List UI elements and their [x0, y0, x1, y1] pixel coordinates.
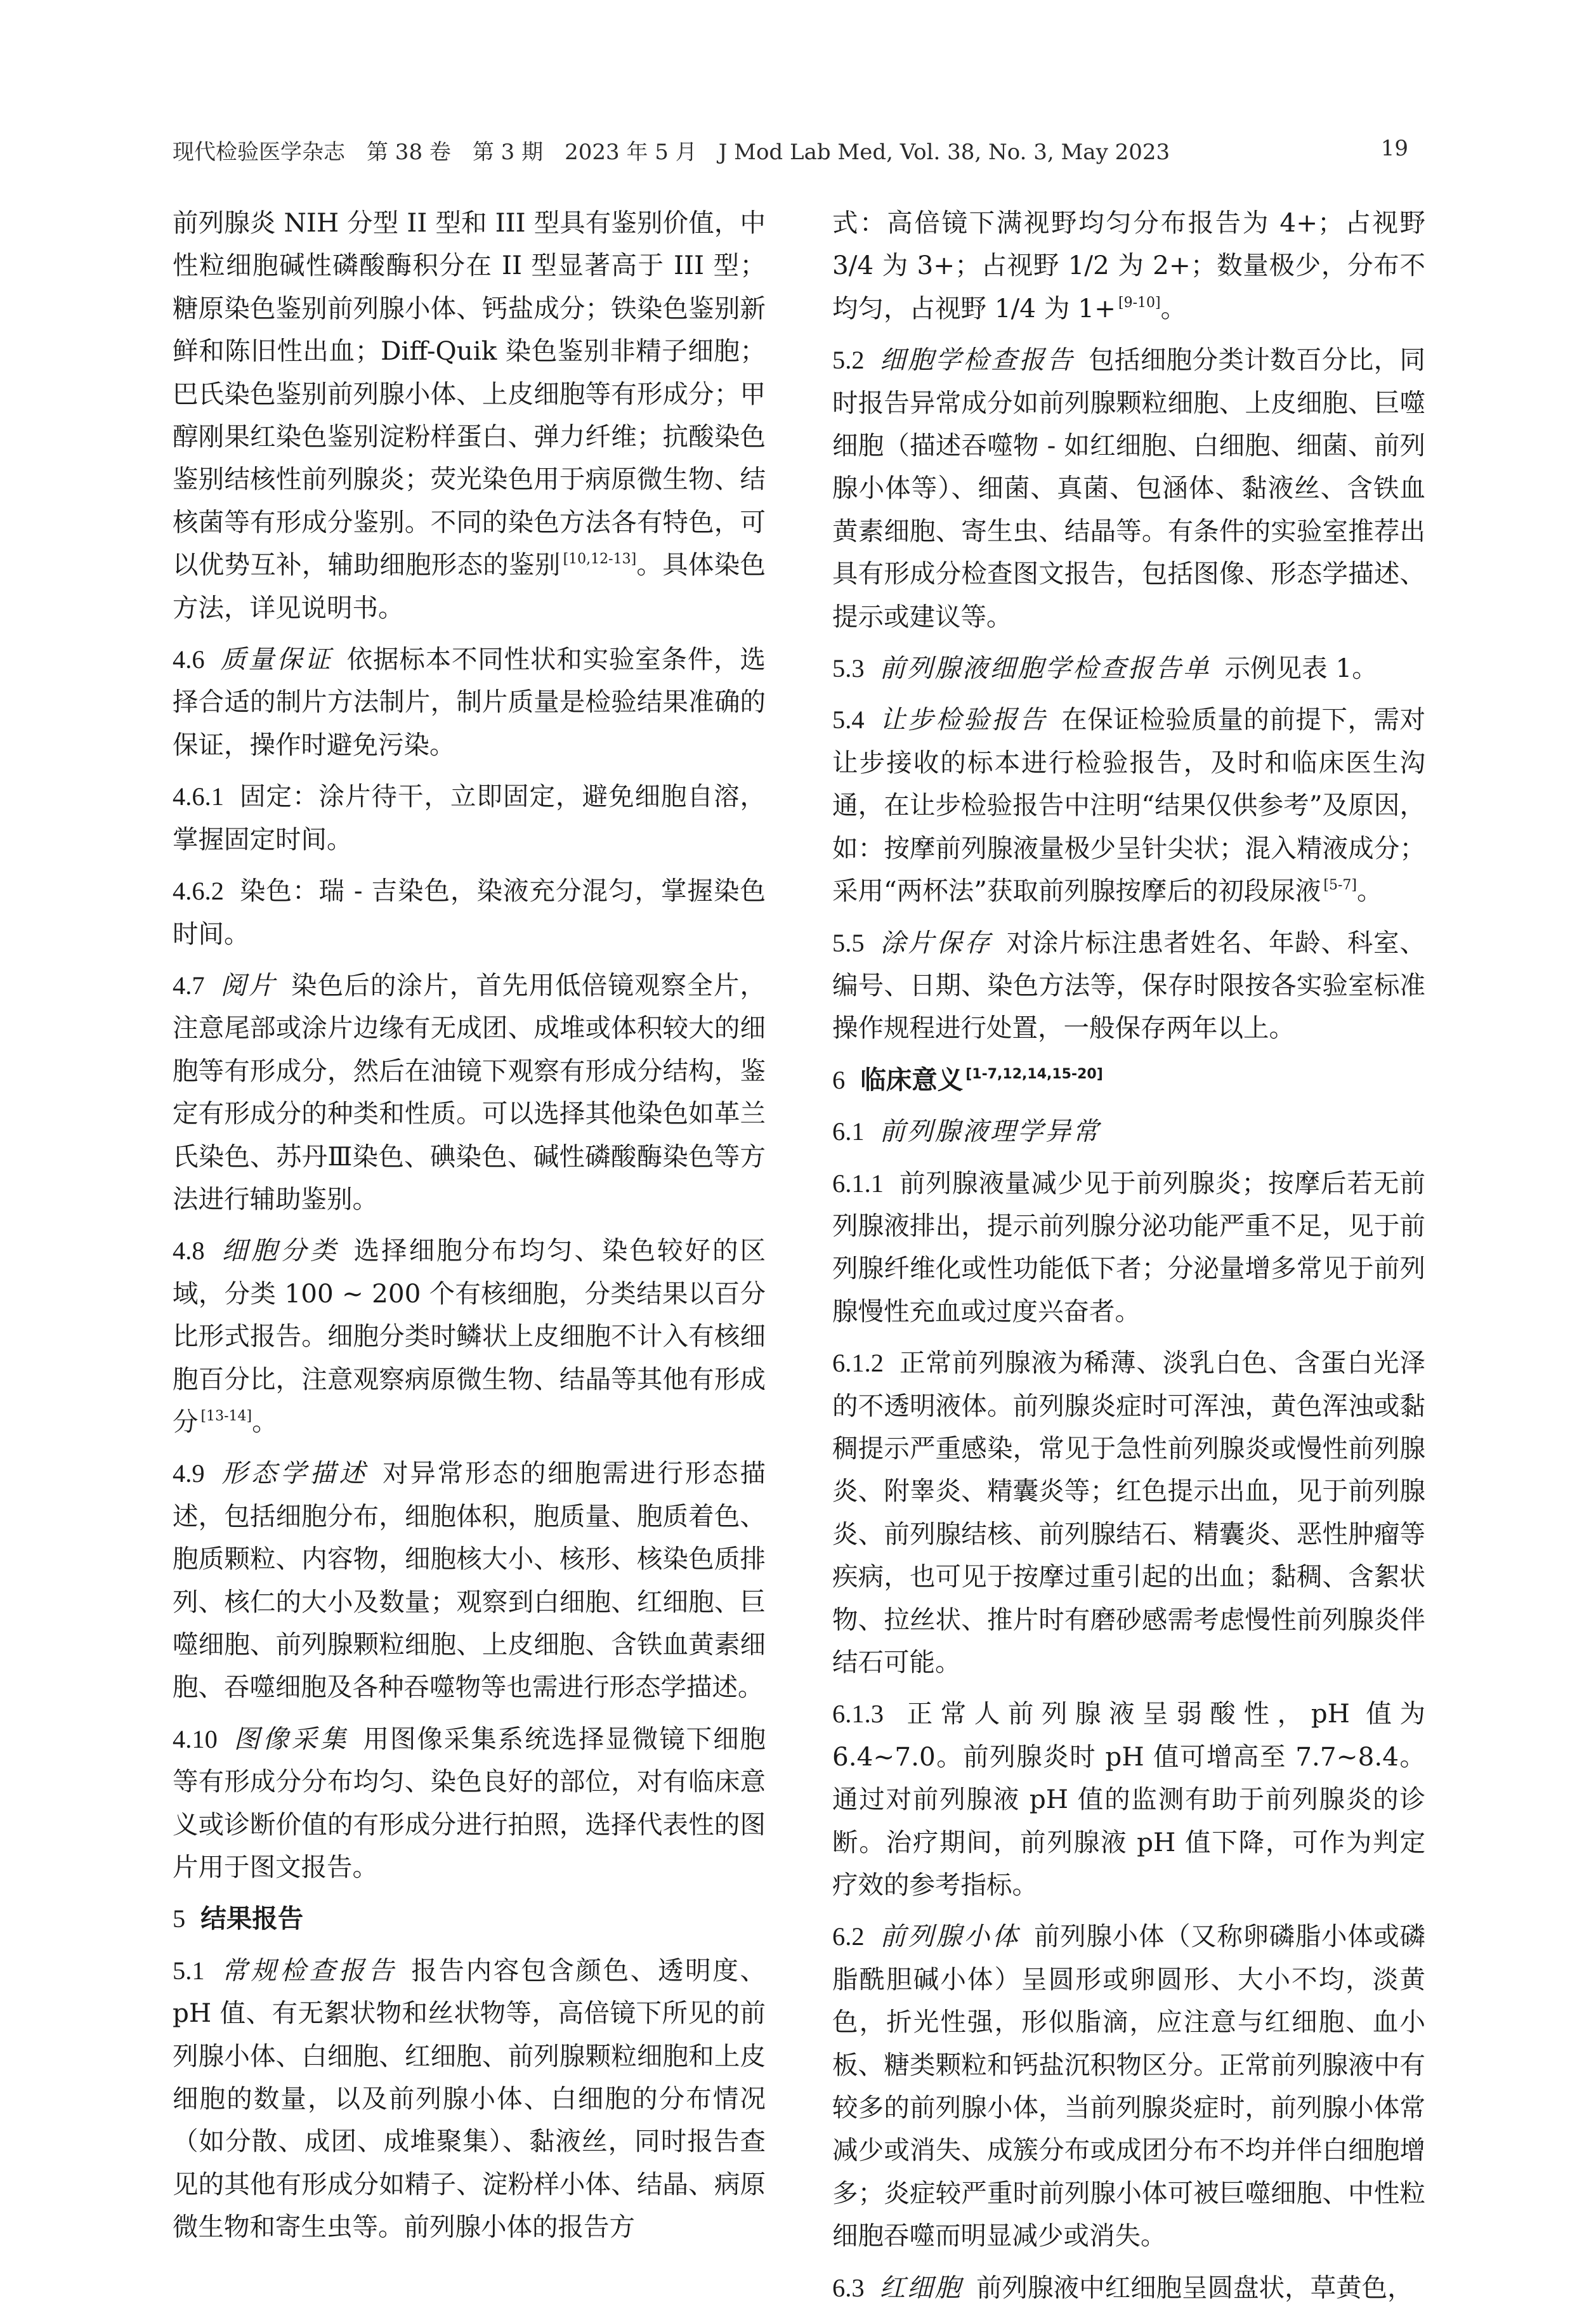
paragraph-text: 正常人前列腺液呈弱酸性，pH 值为 6.4~7.0。前列腺炎时 pH 值可增高至 7.7~8.4。通过对前列腺液 pH 值的监测有助于前列腺炎的诊断。治疗期间，前列腺液 pH 值下降，可作为判定疗效的参考指标。 [832, 1698, 1425, 1901]
paragraph-title: 阅片 [219, 969, 277, 1000]
paragraph-number: 5.5 [832, 928, 865, 957]
paragraph-number: 6.3 [832, 2273, 865, 2302]
paragraph-title: 常规检查报告 [219, 1955, 398, 1986]
paragraph-tail: 。具体染色方法，详见说明书。 [173, 549, 766, 623]
paragraph-number: 4.6.2 [173, 877, 224, 906]
paragraph [173, 1718, 766, 1889]
paragraph-number: 6.2 [832, 1922, 865, 1951]
paragraph-number: 5.1 [173, 1956, 205, 1985]
paragraph-text: 前列腺小体（又称卵磷脂小体或磷脂酰胆碱小体）呈圆形或卵圆形、大小不均，淡黄色，折光性强，形似脂滴，应注意与红细胞、血小板、糖类颗粒和钙盐沉积物区分。正常前列腺液中有较多的前列腺小体，当前列腺炎症时，前列腺小体常减少或消失、成簇分布或成团分布不均并伴白细胞增多；炎症较严重时前列腺小体可被巨噬细胞、中性粒细胞吞噬而明显减少或消失。 [832, 1921, 1426, 2251]
section-number: 6 [832, 1065, 846, 1094]
paragraph-title: 让步检验报告 [879, 704, 1048, 735]
paragraph-number: 6.1.3 [832, 1699, 884, 1729]
left-column [173, 202, 766, 2258]
paragraph-number: 4.6 [173, 645, 205, 674]
paragraph-text: 包括细胞分类计数百分比，同时报告异常成分如前列腺颗粒细胞、上皮细胞、巨噬细胞（描述吞噬物 - 如红细胞、白细胞、细菌、前列腺小体等）、细菌、真菌、包涵体、黏液丝、含铁血黄素细胞、寄生虫、结晶等。有条件的实验室推荐出具有形成分检查图文报告，包括图像、形态学描述、提示或建议等。 [832, 344, 1426, 632]
paragraph [173, 775, 766, 861]
paragraph [832, 647, 1425, 690]
section-heading [173, 1897, 766, 1940]
right-column [832, 202, 1425, 2318]
paragraph [173, 202, 766, 629]
paragraph [832, 698, 1425, 912]
paragraph-text: 示例见表 1。 [1224, 653, 1378, 684]
paragraph-text: 染色后的涂片，首先用低倍镜观察全片，注意尾部或涂片边缘有无成团、成堆或体积较大的细胞等有形成分，然后在油镜下观察有形成分结构，鉴定有形成分的种类和性质。可以选择其他染色如革兰氏染色、苏丹Ⅲ染色、碘染色、碱性磷酸酶染色等方法进行辅助鉴别。 [173, 969, 766, 1214]
paragraph-text: 前列腺液量减少见于前列腺炎；按摩后若无前列腺液排出，提示前列腺分泌功能严重不足，见于前列腺纤维化或性功能低下者；分泌量增多常见于前列腺慢性充血或过度兴奋者。 [832, 1167, 1425, 1326]
section-heading [832, 1059, 1425, 1101]
paragraph-number: 6.1.2 [832, 1349, 884, 1378]
paragraph [173, 1229, 766, 1443]
paragraph-number: 4.7 [173, 971, 205, 1000]
paragraph-text: 染色：瑞 - 吉染色，染液充分混匀，掌握染色时间。 [173, 875, 766, 949]
paragraph-text: 用图像采集系统选择显微镜下细胞等有形成分分布均匀、染色良好的部位，对有临床意义或诊断价值的有形成分进行拍照，选择代表性的图片用于图文报告。 [173, 1723, 766, 1883]
paragraph-title: 细胞学检查报告 [879, 344, 1075, 376]
paragraph [832, 2267, 1425, 2309]
paragraph-tail: 。 [252, 1406, 278, 1437]
paragraph [173, 638, 766, 766]
paragraph-number: 4.8 [173, 1236, 205, 1266]
paragraph-tail: 。 [1160, 292, 1187, 324]
paragraph-text: 式：高倍镜下满视野均匀分布报告为 4+；占视野 3/4 为 3+；占视野 1/2 为 2+；数量极少，分布不均匀，占视野 1/4 为 1+ [832, 207, 1425, 324]
paragraph [173, 1949, 766, 2249]
paragraph-number: 5.3 [832, 654, 865, 683]
paragraph-number: 4.10 [173, 1724, 218, 1753]
paragraph-title: 涂片保存 [879, 927, 993, 958]
paragraph-number: 4.6.1 [173, 782, 224, 811]
paragraph-title: 前列腺小体 [879, 1921, 1021, 1952]
paragraph-title: 质量保证 [219, 644, 333, 675]
citation: [9-10] [1118, 294, 1161, 311]
paragraph [173, 964, 766, 1221]
paragraph-text: 前列腺炎 NIH 分型 II 型和 III 型具有鉴别价值，中性粒细胞碱性磷酸酶积分在 II 型显著高于 III 型；糖原染色鉴别前列腺小体、钙盐成分；铁染色鉴别新鲜和陈旧性出血；Diff-Quik 染色鉴别非精子细胞；巴氏染色鉴别前列腺小体、上皮细胞等有形成分；甲醇刚果红染色鉴别淀粉样蛋白、弹力纤维；抗酸染色鉴别结核性前列腺炎；荧光染色用于病原微生物、结核菌等有形成分鉴别。不同的染色方法各有特色，可以优势互补，辅助细胞形态的鉴别 [173, 207, 766, 580]
paragraph-title: 红细胞 [879, 2272, 963, 2303]
paragraph-text: 依据标本不同性状和实验室条件，选择合适的制片方法制片，制片质量是检验结果准确的保证，操作时避免污染。 [173, 644, 766, 760]
paragraph [173, 1452, 766, 1708]
paragraph [832, 202, 1425, 330]
paragraph [173, 870, 766, 955]
paragraph-text: 固定：涂片待干，立即固定，避免细胞自溶，掌握固定时间。 [173, 781, 766, 855]
paragraph [832, 1915, 1425, 2257]
paragraph [832, 1110, 1425, 1153]
paragraph [832, 1693, 1425, 1906]
paragraph-title: 细胞分类 [219, 1235, 340, 1266]
page-number: 19 [1380, 136, 1408, 161]
section-number: 5 [173, 1904, 186, 1934]
citation: [10,12-13] [563, 551, 637, 568]
paragraph [832, 339, 1425, 638]
paragraph-text: 对异常形态的细胞需进行形态描述，包括细胞分布，细胞体积，胞质量、胞质着色、胞质颗粒、内容物，细胞核大小、核形、核染色质排列、核仁的大小及数量；观察到白细胞、红细胞、巨噬细胞、前列腺颗粒细胞、上皮细胞、含铁血黄素细胞、吞噬细胞及各种吞噬物等也需进行形态学描述。 [173, 1458, 766, 1703]
section-title: 临床意义 [860, 1064, 964, 1095]
paragraph-text: 正常前列腺液为稀薄、淡乳白色、含蛋白光泽的不透明液体。前列腺炎症时可浑浊，黄色浑浊或黏稠提示严重感染，常见于急性前列腺炎或慢性前列腺炎、附睾炎、精囊炎等；红色提示出血，见于前列腺炎、前列腺结核、前列腺结石、精囊炎、恶性肿瘤等疾病，也可见于按摩过重引起的出血；黏稠、含絮状物、拉丝状、推片时有磨砂感需考虑慢性前列腺炎伴结石可能。 [832, 1347, 1425, 1677]
paragraph-text: 选择细胞分布均匀、染色较好的区域，分类 100 ~ 200 个有核细胞，分类结果以百分比形式报告。细胞分类时鳞状上皮细胞不计入有核细胞百分比，注意观察病原微生物、结晶等其他有形成分 [173, 1235, 766, 1437]
paragraph-title: 前列腺液细胞学检查报告单 [879, 653, 1211, 684]
paragraph-text: 前列腺液中红细胞呈圆盘状，草黄色， [976, 2272, 1413, 2303]
paragraph-number: 5.2 [832, 346, 865, 375]
paragraph-number: 5.4 [832, 705, 865, 735]
citation: [13-14] [200, 1408, 252, 1424]
paragraph-text: 报告内容包含颜色、透明度、pH 值、有无絮状物和丝状物等，高倍镜下所见的前列腺小体、白细胞、红细胞、前列腺颗粒细胞和上皮细胞的数量，以及前列腺小体、白细胞的分布情况（如分散、成团、成堆聚集）、黏液丝，同时报告查见的其他有形成分如精子、淀粉样小体、结晶、病原微生物和寄生虫等。前列腺小体的报告方 [173, 1955, 766, 2243]
citation: [5-7] [1323, 877, 1357, 894]
paragraph-number: 6.1.1 [832, 1169, 884, 1198]
paragraph-title: 图像采集 [232, 1723, 350, 1754]
paragraph-number: 4.9 [173, 1459, 205, 1488]
section-title: 结果报告 [200, 1903, 304, 1934]
running-header: 现代检验医学杂志 第 38 卷 第 3 期 2023 年 5 月 J Mod Lab Med, Vol. 38, No. 3, May 2023 [173, 140, 1170, 165]
paragraph-tail: 。 [1357, 875, 1383, 907]
paragraph-title: 形态学描述 [219, 1458, 369, 1489]
paragraph-title: 前列腺液理学异常 [879, 1116, 1101, 1147]
paragraph [832, 1162, 1425, 1333]
citation: [1-7,12,14,15-20] [965, 1066, 1103, 1082]
paragraph [832, 922, 1425, 1050]
paragraph-number: 6.1 [832, 1117, 865, 1146]
paragraph-text: 在保证检验质量的前提下，需对让步接收的标本进行检验报告，及时和临床医生沟通，在让步检验报告中注明“结果仅供参考”及原因，如：按摩前列腺液量极少呈针尖状；混入精液成分；采用“两杯法”获取前列腺按摩后的初段尿液 [832, 704, 1426, 907]
paragraph [832, 1342, 1425, 1684]
paragraph-text: 对涂片标注患者姓名、年龄、科室、编号、日期、染色方法等，保存时限按各实验室标准操作规程进行处置，一般保存两年以上。 [832, 927, 1425, 1044]
